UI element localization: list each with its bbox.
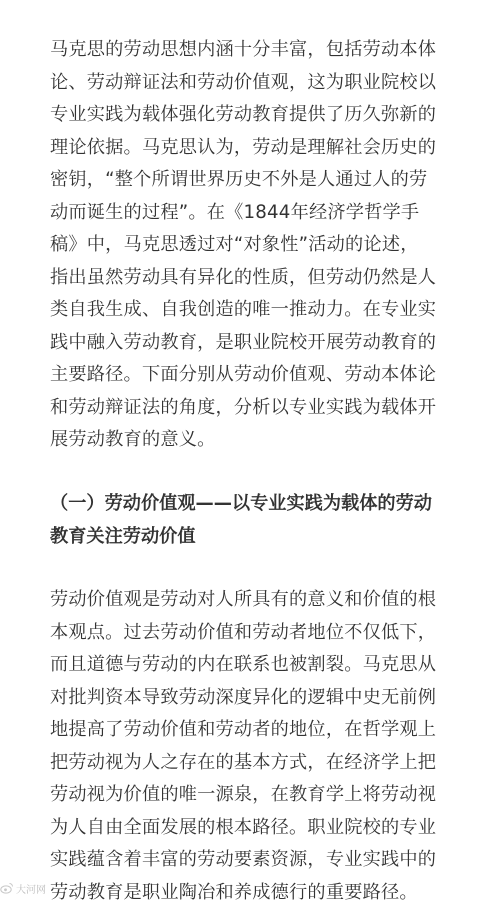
paragraph-line: 践中融入劳动教育，是职业院校开展劳动教育的 <box>50 327 436 360</box>
paragraph-line: 主要路径。下面分别从劳动价值观、劳动本体论 <box>50 359 436 392</box>
paragraph-line: 劳动视为价值的唯一源泉，在教育学上将劳动视 <box>50 779 436 812</box>
paragraph-line: 本观点。过去劳动价值和劳动者地位不仅低下， <box>50 617 436 650</box>
watermark-text: 大河网 <box>16 881 46 896</box>
paragraph-1 <box>50 34 436 457</box>
paragraph-line: 论、劳动辩证法和劳动价值观，这为职业院校以 <box>50 67 436 100</box>
paragraph-line: 稿》中，马克思透过对“对象性”活动的论述， <box>50 229 436 262</box>
paragraph-line: 展劳动教育的意义。 <box>50 424 436 457</box>
heading-line: （一）劳动价值观——以专业实践为载体的劳动 <box>50 488 432 521</box>
paragraph-line: 马克思的劳动思想内涵十分丰富，包括劳动本体 <box>50 34 436 67</box>
paragraph-line: 劳动价值观是劳动对人所具有的意义和价值的根 <box>50 584 436 617</box>
paragraph-line: 指出虽然劳动具有异化的性质，但劳动仍然是人 <box>50 262 436 295</box>
heading-line: 教育关注劳动价值 <box>50 521 432 554</box>
paragraph-line: 地提高了劳动价值和劳动者的地位，在哲学观上 <box>50 714 436 747</box>
paragraph-line: 劳动教育是职业陶冶和养成德行的重要路径。 <box>50 877 436 909</box>
paragraph-line: 专业实践为载体强化劳动教育提供了历久弥新的 <box>50 99 436 132</box>
paragraph-line: 理论依据。马克思认为，劳动是理解社会历史的 <box>50 132 436 165</box>
paragraph-2 <box>50 584 436 909</box>
paragraph-line: 密钥，“整个所谓世界历史不外是人通过人的劳 <box>50 164 436 197</box>
watermark <box>0 879 46 897</box>
paragraph-line: 为人自由全面发展的根本路径。职业院校的专业 <box>50 812 436 845</box>
weibo-logo-icon <box>0 882 14 894</box>
paragraph-line: 类自我生成、自我创造的唯一推动力。在专业实 <box>50 294 436 327</box>
paragraph-line: 实践蕴含着丰富的劳动要素资源，专业实践中的 <box>50 844 436 877</box>
paragraph-line: 和劳动辩证法的角度，分析以专业实践为载体开 <box>50 392 436 425</box>
section-heading <box>50 488 432 553</box>
paragraph-line: 对批判资本导致劳动深度异化的逻辑中史无前例 <box>50 682 436 715</box>
paragraph-line: 把劳动视为人之存在的基本方式，在经济学上把 <box>50 747 436 780</box>
paragraph-line: 而且道德与劳动的内在联系也被割裂。马克思从 <box>50 649 436 682</box>
paragraph-line: 动而诞生的过程”。在《1844年经济学哲学手 <box>50 197 436 230</box>
